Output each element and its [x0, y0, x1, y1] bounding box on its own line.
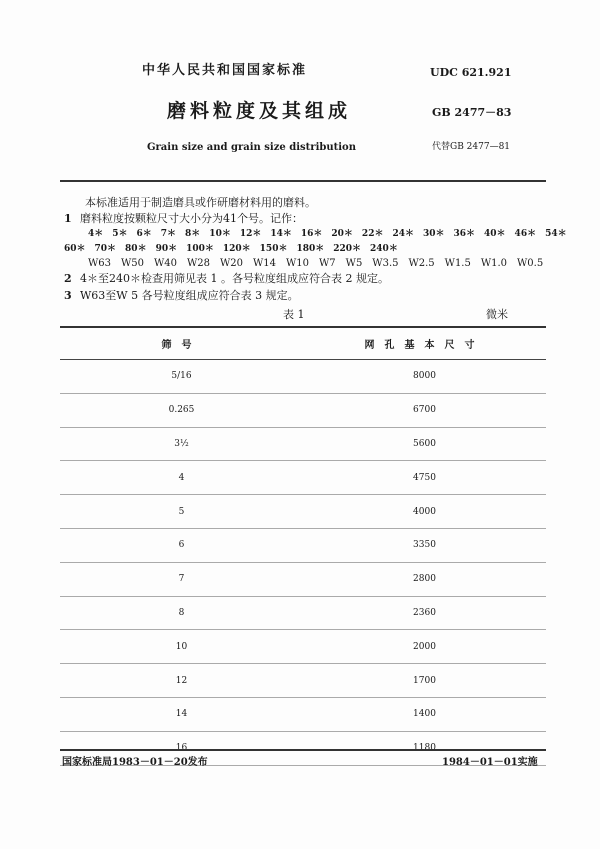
- grit-list-row-1: 4＊ 5＊ 6＊ 7＊ 8＊ 10＊ 12＊ 14＊ 16＊ 20＊ 22＊ 24＊ 30＊ 36＊ 40＊ 46＊ 54＊: [88, 229, 567, 239]
- sieve-number-cell: 0.265: [60, 393, 303, 427]
- sieve-number-cell: 12: [60, 664, 303, 698]
- sieve-number-cell: 3½: [60, 427, 303, 461]
- udc-number: UDC 621.921: [430, 66, 512, 79]
- sieve-number-cell: 10: [60, 630, 303, 664]
- table-unit: 微米: [486, 308, 508, 321]
- sieve-number-cell: 14: [60, 697, 303, 731]
- clause-3-text: W63至W 5 各号粒度组成应符合表 3 规定。: [80, 289, 299, 302]
- intro-text: 本标准适用于制造磨具或作研磨材料用的磨料。: [85, 196, 316, 209]
- aperture-size-cell: 2800: [303, 562, 546, 596]
- title-cn: 磨料粒度及其组成: [167, 100, 352, 122]
- aperture-size-cell: 2360: [303, 596, 546, 630]
- aperture-size-cell: 5600: [303, 427, 546, 461]
- aperture-size-cell: 6700: [303, 393, 546, 427]
- table-row: [60, 427, 546, 461]
- table-row: [60, 697, 546, 731]
- sieve-number-cell: 5/16: [60, 360, 303, 394]
- clause-1-number: 1: [64, 212, 72, 225]
- table-row: [60, 360, 546, 394]
- aperture-size-cell: 1400: [303, 697, 546, 731]
- standard-number: GB 2477－83: [432, 106, 512, 119]
- header-sieve-number: 筛号: [60, 327, 303, 360]
- aperture-size-cell: 4750: [303, 461, 546, 495]
- sieve-table: [60, 327, 546, 766]
- header-rule: [60, 180, 546, 182]
- clause-1-text: 磨料粒度按颗粒尺寸大小分为41个号。记作：: [80, 212, 303, 225]
- sieve-number-cell: 8: [60, 596, 303, 630]
- table-row: [60, 495, 546, 529]
- clause-2-number: 2: [64, 272, 72, 285]
- table-row: [60, 630, 546, 664]
- table-row: [60, 461, 546, 495]
- issuing-org: 中华人民共和国国家标准: [142, 63, 308, 78]
- table-row: [60, 664, 546, 698]
- header-aperture-size: 网孔基本尺寸: [303, 327, 546, 360]
- issue-date: 国家标准局1983－01－20发布: [62, 757, 208, 768]
- clause-2-text: 4＊至240＊检查用筛见表 1 。各号粒度组成应符合表 2 规定。: [80, 272, 389, 285]
- aperture-size-cell: 1700: [303, 664, 546, 698]
- sieve-number-cell: 7: [60, 562, 303, 596]
- table-row: [60, 562, 546, 596]
- table-row: [60, 393, 546, 427]
- table-caption: 表 1: [283, 308, 305, 321]
- aperture-size-cell: 2000: [303, 630, 546, 664]
- replaces-note: 代替GB 2477—81: [432, 142, 511, 152]
- sieve-number-cell: 5: [60, 495, 303, 529]
- grit-list-row-2: 60＊ 70＊ 80＊ 90＊ 100＊ 120＊ 150＊ 180＊ 220＊ 240＊: [64, 244, 398, 254]
- footer-rule: [60, 749, 546, 751]
- table-row: [60, 596, 546, 630]
- aperture-size-cell: 8000: [303, 360, 546, 394]
- table-header-row: [60, 327, 546, 360]
- table-row: [60, 528, 546, 562]
- aperture-size-cell: 3350: [303, 528, 546, 562]
- clause-3-number: 3: [64, 289, 72, 302]
- sieve-number-cell: 4: [60, 461, 303, 495]
- effective-date: 1984－01－01实施: [442, 757, 538, 768]
- grit-list-row-3: W63 W50 W40 W28 W20 W14 W10 W7 W5 W3.5 W2.5 W1.5 W1.0 W0.5: [88, 258, 544, 269]
- aperture-size-cell: 4000: [303, 495, 546, 529]
- sieve-number-cell: 6: [60, 528, 303, 562]
- title-en: Grain size and grain size distribution: [147, 142, 356, 153]
